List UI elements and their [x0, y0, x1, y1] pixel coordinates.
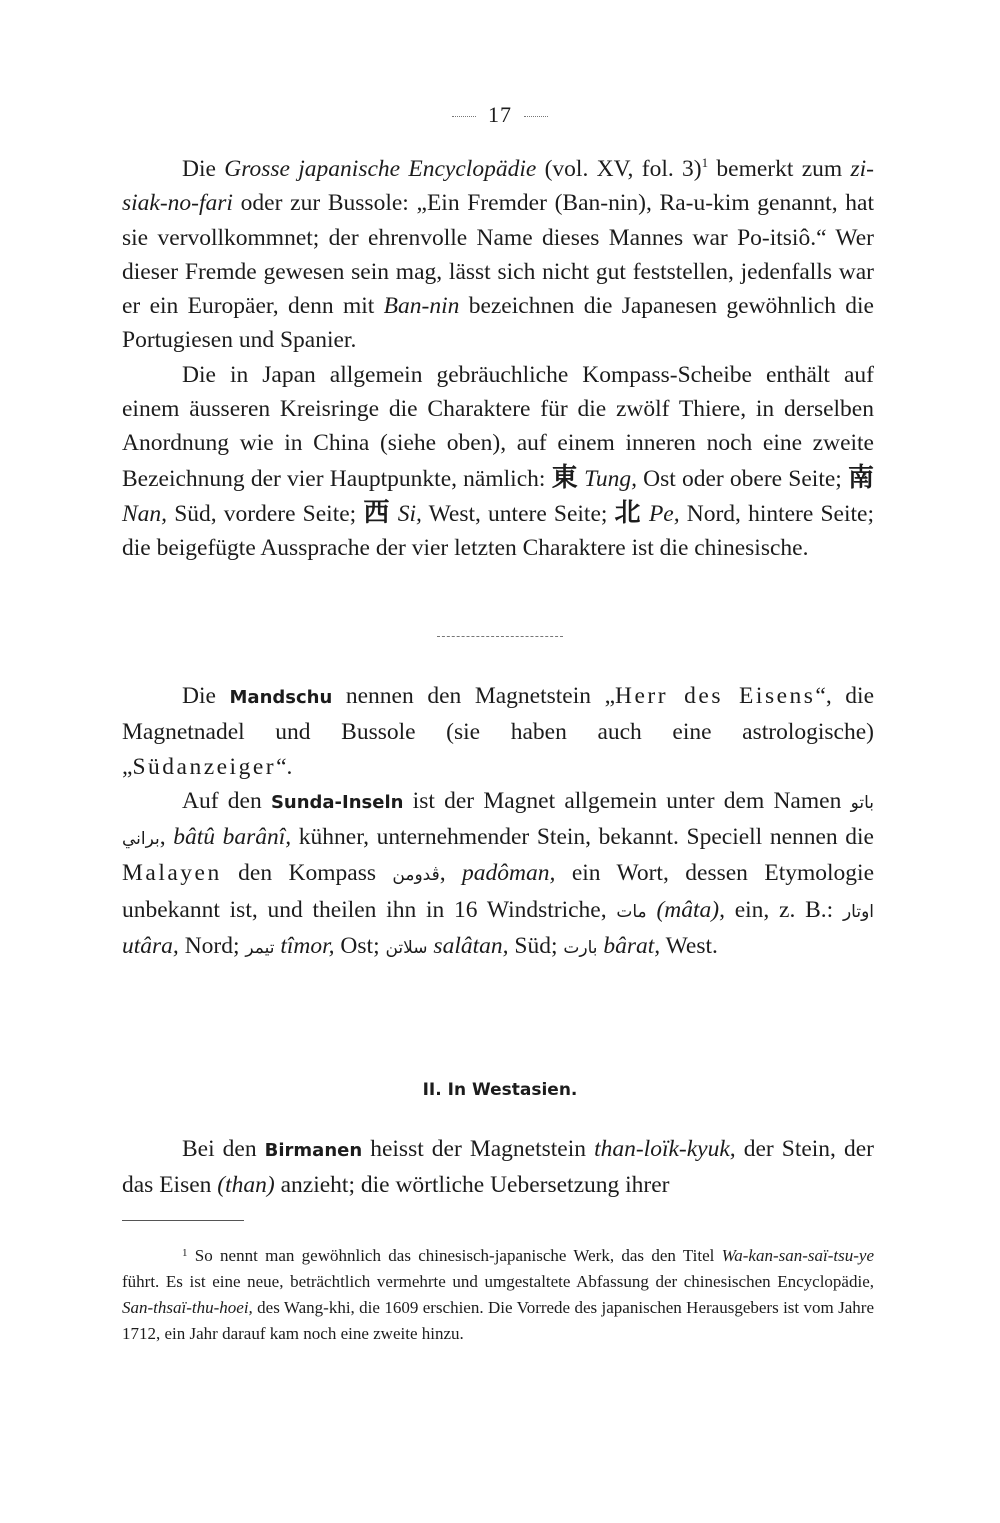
italic-title: Wa-kan-san-saï-tsu-ye	[721, 1246, 874, 1265]
text-run	[647, 897, 657, 923]
section-birmanen	[122, 1132, 874, 1203]
text-run: Süd;	[508, 933, 564, 960]
text-run: ein Wort, dessen Etymologie unbekannt ist, und theilen ihn in 16 Windstriche,	[122, 860, 874, 923]
text-run: bezeichnen die Japanesen gewöhnlich die Portugiesen und Spanier.	[122, 293, 874, 354]
section-separator-rule	[437, 636, 563, 637]
paragraph-mandschu	[122, 679, 874, 784]
cjk-character-east: 東	[551, 462, 578, 493]
text-run: Nord, hintere Seite; die beigefügte Aussprache der vier letzten Charaktere ist die chinesische.	[122, 500, 874, 562]
text-run: des Wang-khi, die 1609 erschien. Die Vorrede des japanischen Herausgebers ist vom Jahre 1712, ein Jahr darauf kam noch eine zweite hinzu.	[122, 1298, 874, 1343]
italic-term: zi-siak-no-fari	[122, 156, 874, 217]
bold-term: Mandschu	[229, 687, 333, 708]
italic-term: Pe,	[648, 500, 680, 527]
text-run: nennen den Magnetstein „	[332, 683, 616, 709]
arabic-script-word: ڤدومن	[392, 865, 440, 886]
bold-term: Birmanen	[264, 1140, 363, 1161]
text-run: Ost;	[334, 933, 386, 960]
italic-term: Tung,	[584, 465, 637, 492]
text-run: Die	[182, 156, 225, 182]
text-run: West.	[660, 933, 718, 960]
text-run: So nennt man gewöhnlich das chinesisch-japanische Werk, das den Titel	[187, 1246, 722, 1265]
text-run: Nord;	[178, 933, 246, 960]
left-dash-ornament	[452, 116, 476, 117]
text-run: Ost oder obere Seite;	[637, 465, 848, 492]
section-heading: II. In Westasien.	[422, 1080, 578, 1100]
footnote	[122, 1240, 874, 1347]
italic-term: bârat,	[603, 933, 661, 960]
footnote-mark: 1	[182, 1247, 188, 1259]
text-run: West, untere Seite;	[421, 500, 615, 527]
italic-term: Si,	[397, 500, 422, 527]
arabic-script-word: بارت	[563, 938, 598, 959]
text-run: ist der Magnet allgemein unter dem Namen	[403, 787, 851, 814]
right-dash-ornament	[524, 116, 548, 117]
spaced-term: Herr des Eisens	[615, 683, 816, 709]
italic-term: salâtan,	[433, 933, 509, 960]
text-run: “.	[276, 753, 293, 780]
italic-term: Nan,	[122, 500, 168, 527]
italic-term: than-loïk-kyuk,	[594, 1136, 736, 1162]
text-run: führt. Es ist eine neue, beträchtlich vermehrte und umgestaltete Abfassung der chinesischen Encyclopädie,	[122, 1272, 874, 1291]
arabic-script-word: اوتار	[842, 901, 875, 922]
footnote-separator-rule	[122, 1220, 244, 1221]
text-run: (vol. XV, fol. 3)	[536, 156, 702, 182]
italic-title: San-thsaï-thu-hoei,	[122, 1298, 253, 1317]
text-run: bemerkt zum	[708, 156, 851, 182]
text-run: oder zur Bussole: „Ein Fremder (Ban-nin), Ra-u-kim genannt, hat sie vervollkommnet; der ehrenvolle Name dieses Mannes war Po-itsiô.“ Wer dieser Fremde gewesen sein mag, lässt sich nicht gut feststellen, jedenfalls war er ein Europäer, denn mit	[122, 190, 874, 320]
bold-term: Sunda-Inseln	[270, 791, 404, 813]
arabic-script-word: سلاتن	[385, 938, 428, 959]
italic-term: (than)	[217, 1172, 275, 1199]
spaced-term: Malayen	[122, 860, 222, 887]
section-mandschu-sunda	[122, 679, 874, 965]
text-run: “, die Magnetnadel und Bussole (sie haben auch eine astrologische) „	[122, 683, 875, 780]
text-run: Süd, vordere Seite;	[167, 500, 364, 527]
page-number: 17	[488, 102, 512, 127]
arabic-script-word: باتو براني	[122, 792, 874, 850]
paragraph-birmanen	[122, 1132, 874, 1203]
text-run: Auf den	[182, 787, 271, 814]
cjk-character-north: 北	[614, 497, 642, 528]
text-run: ,	[159, 824, 174, 851]
text-run: heisst der Magnetstein	[362, 1136, 595, 1162]
cjk-character-west: 西	[363, 497, 391, 528]
text-run: der Stein, der das Eisen	[122, 1136, 874, 1199]
italic-term: (mâta),	[656, 896, 725, 923]
paragraph-encyclopaedia	[122, 146, 874, 358]
paragraph-sunda	[122, 784, 874, 965]
text-run: Bei den	[182, 1136, 265, 1162]
text-run: anzieht; die wörtliche Uebersetzung ihrer	[274, 1172, 670, 1199]
italic-term: Ban-nin	[383, 293, 460, 320]
italic-term: padôman,	[462, 860, 556, 887]
text-run: ein, z. B.:	[724, 896, 843, 923]
arabic-script-word: مات	[616, 901, 647, 922]
text-run: kühner, unternehmender Stein, bekannt. Speciell nennen die	[291, 824, 874, 851]
arabic-script-word: تيمر	[245, 938, 275, 959]
text-run: den Kompass	[221, 860, 393, 887]
page-number-line	[0, 102, 1000, 128]
text-run: Die	[182, 683, 230, 709]
section-japan	[122, 146, 874, 566]
italic-title: Grosse japanische Encyclopädie	[224, 156, 537, 182]
footnote-reference: 1	[701, 155, 709, 170]
text-run: ,	[439, 860, 463, 887]
italic-term: utâra,	[122, 933, 179, 960]
cjk-character-south: 南	[847, 462, 874, 493]
paragraph-compass-disc	[122, 358, 874, 566]
text-run: Die in Japan allgemein gebräuchliche Kompass-Scheibe enthält auf einem äusseren Kreisringe die Charaktere für die zwölf Thiere, in derselben Anordnung wie in China (siehe oben), auf einem inneren noch eine zweite Bezeichnung der vier Hauptpunkte, nämlich:	[122, 361, 874, 492]
footnote-paragraph	[122, 1240, 874, 1347]
spaced-term: Südanzeiger	[132, 753, 277, 780]
italic-term: bâtû barânî,	[173, 824, 292, 851]
italic-term: tîmor,	[280, 933, 335, 960]
